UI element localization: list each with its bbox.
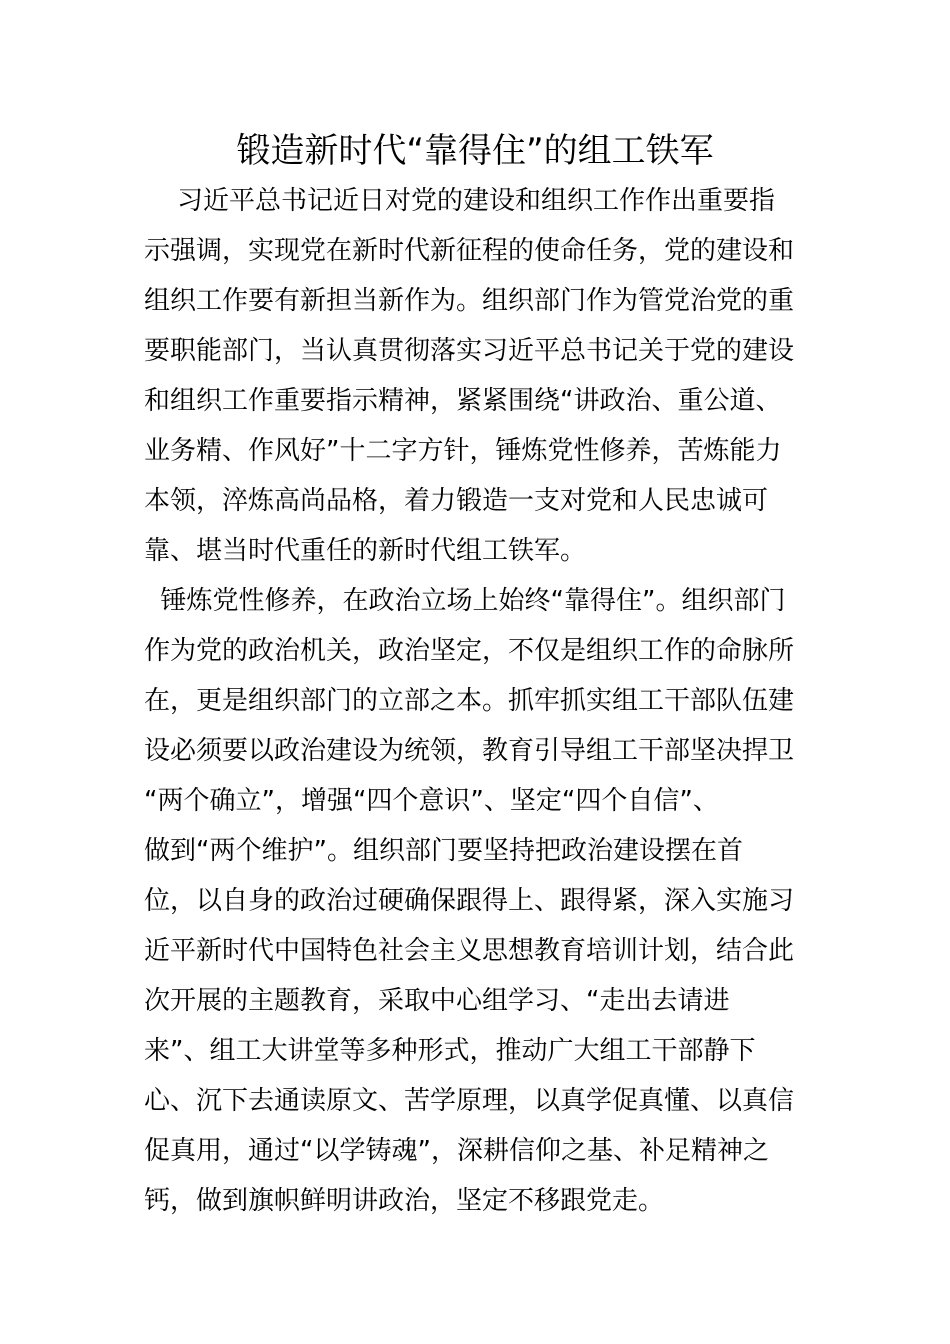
document-title: 锻造新时代“靠得住”的组工铁军 [236,131,714,171]
paragraph-line: 业务精、作风好”十二字方针，锤炼党性修养，苦炼能力 [144,436,782,466]
paragraph-line: 次开展的主题教育，采取中心组学习、“走出去请进 [144,986,730,1016]
paragraph-line: 做到“两个维护”。组织部门要坚持把政治建设摆在首 [144,836,743,866]
paragraph-line: 习近平总书记近日对党的建设和组织工作作出重要指 [144,186,776,216]
paragraph-line: 组织工作要有新担当新作为。组织部门作为管党治党的重 [144,286,795,316]
paragraph-line: 心、沉下去通读原文、苦学原理，以真学促真懂、以真信 [144,1086,795,1116]
paragraph-line: 来”、组工大讲堂等多种形式，推动广大组工干部静下 [144,1036,756,1066]
paragraph-line: 设必须要以政治建设为统领，教育引导组工干部坚决捍卫 [144,736,795,766]
paragraph-line: 要职能部门，当认真贯彻落实习近平总书记关于党的建设 [144,336,795,366]
paragraph-line: 示强调，实现党在新时代新征程的使命任务，党的建设和 [144,236,795,266]
paragraph-line: 作为党的政治机关，政治坚定，不仅是组织工作的命脉所 [144,636,795,666]
paragraph-line: 钙，做到旗帜鲜明讲政治，坚定不移跟党走。 [144,1186,665,1216]
paragraph-line: 锤炼党性修养，在政治立场上始终“靠得住”。组织部门 [144,586,786,616]
paragraph-line: 靠、堪当时代重任的新时代组工铁军。 [144,536,587,566]
paragraph-line: 促真用，通过“以学铸魂”，深耕信仰之基、补足精神之 [144,1136,769,1166]
paragraph-line: 和组织工作重要指示精神，紧紧围绕“讲政治、重公道、 [144,386,782,416]
paragraph-line: 在，更是组织部门的立部之本。抓牢抓实组工干部队伍建 [144,686,795,716]
paragraph-line: 位，以自身的政治过硬确保跟得上、跟得紧，深入实施习 [144,886,795,916]
paragraph-line: “两个确立”，增强“四个意识”、坚定“四个自信”、 [144,786,719,816]
paragraph-line: 本领，淬炼高尚品格，着力锻造一支对党和人民忠诚可 [144,486,769,516]
paragraph-line: 近平新时代中国特色社会主义思想教育培训计划，结合此 [144,936,795,966]
